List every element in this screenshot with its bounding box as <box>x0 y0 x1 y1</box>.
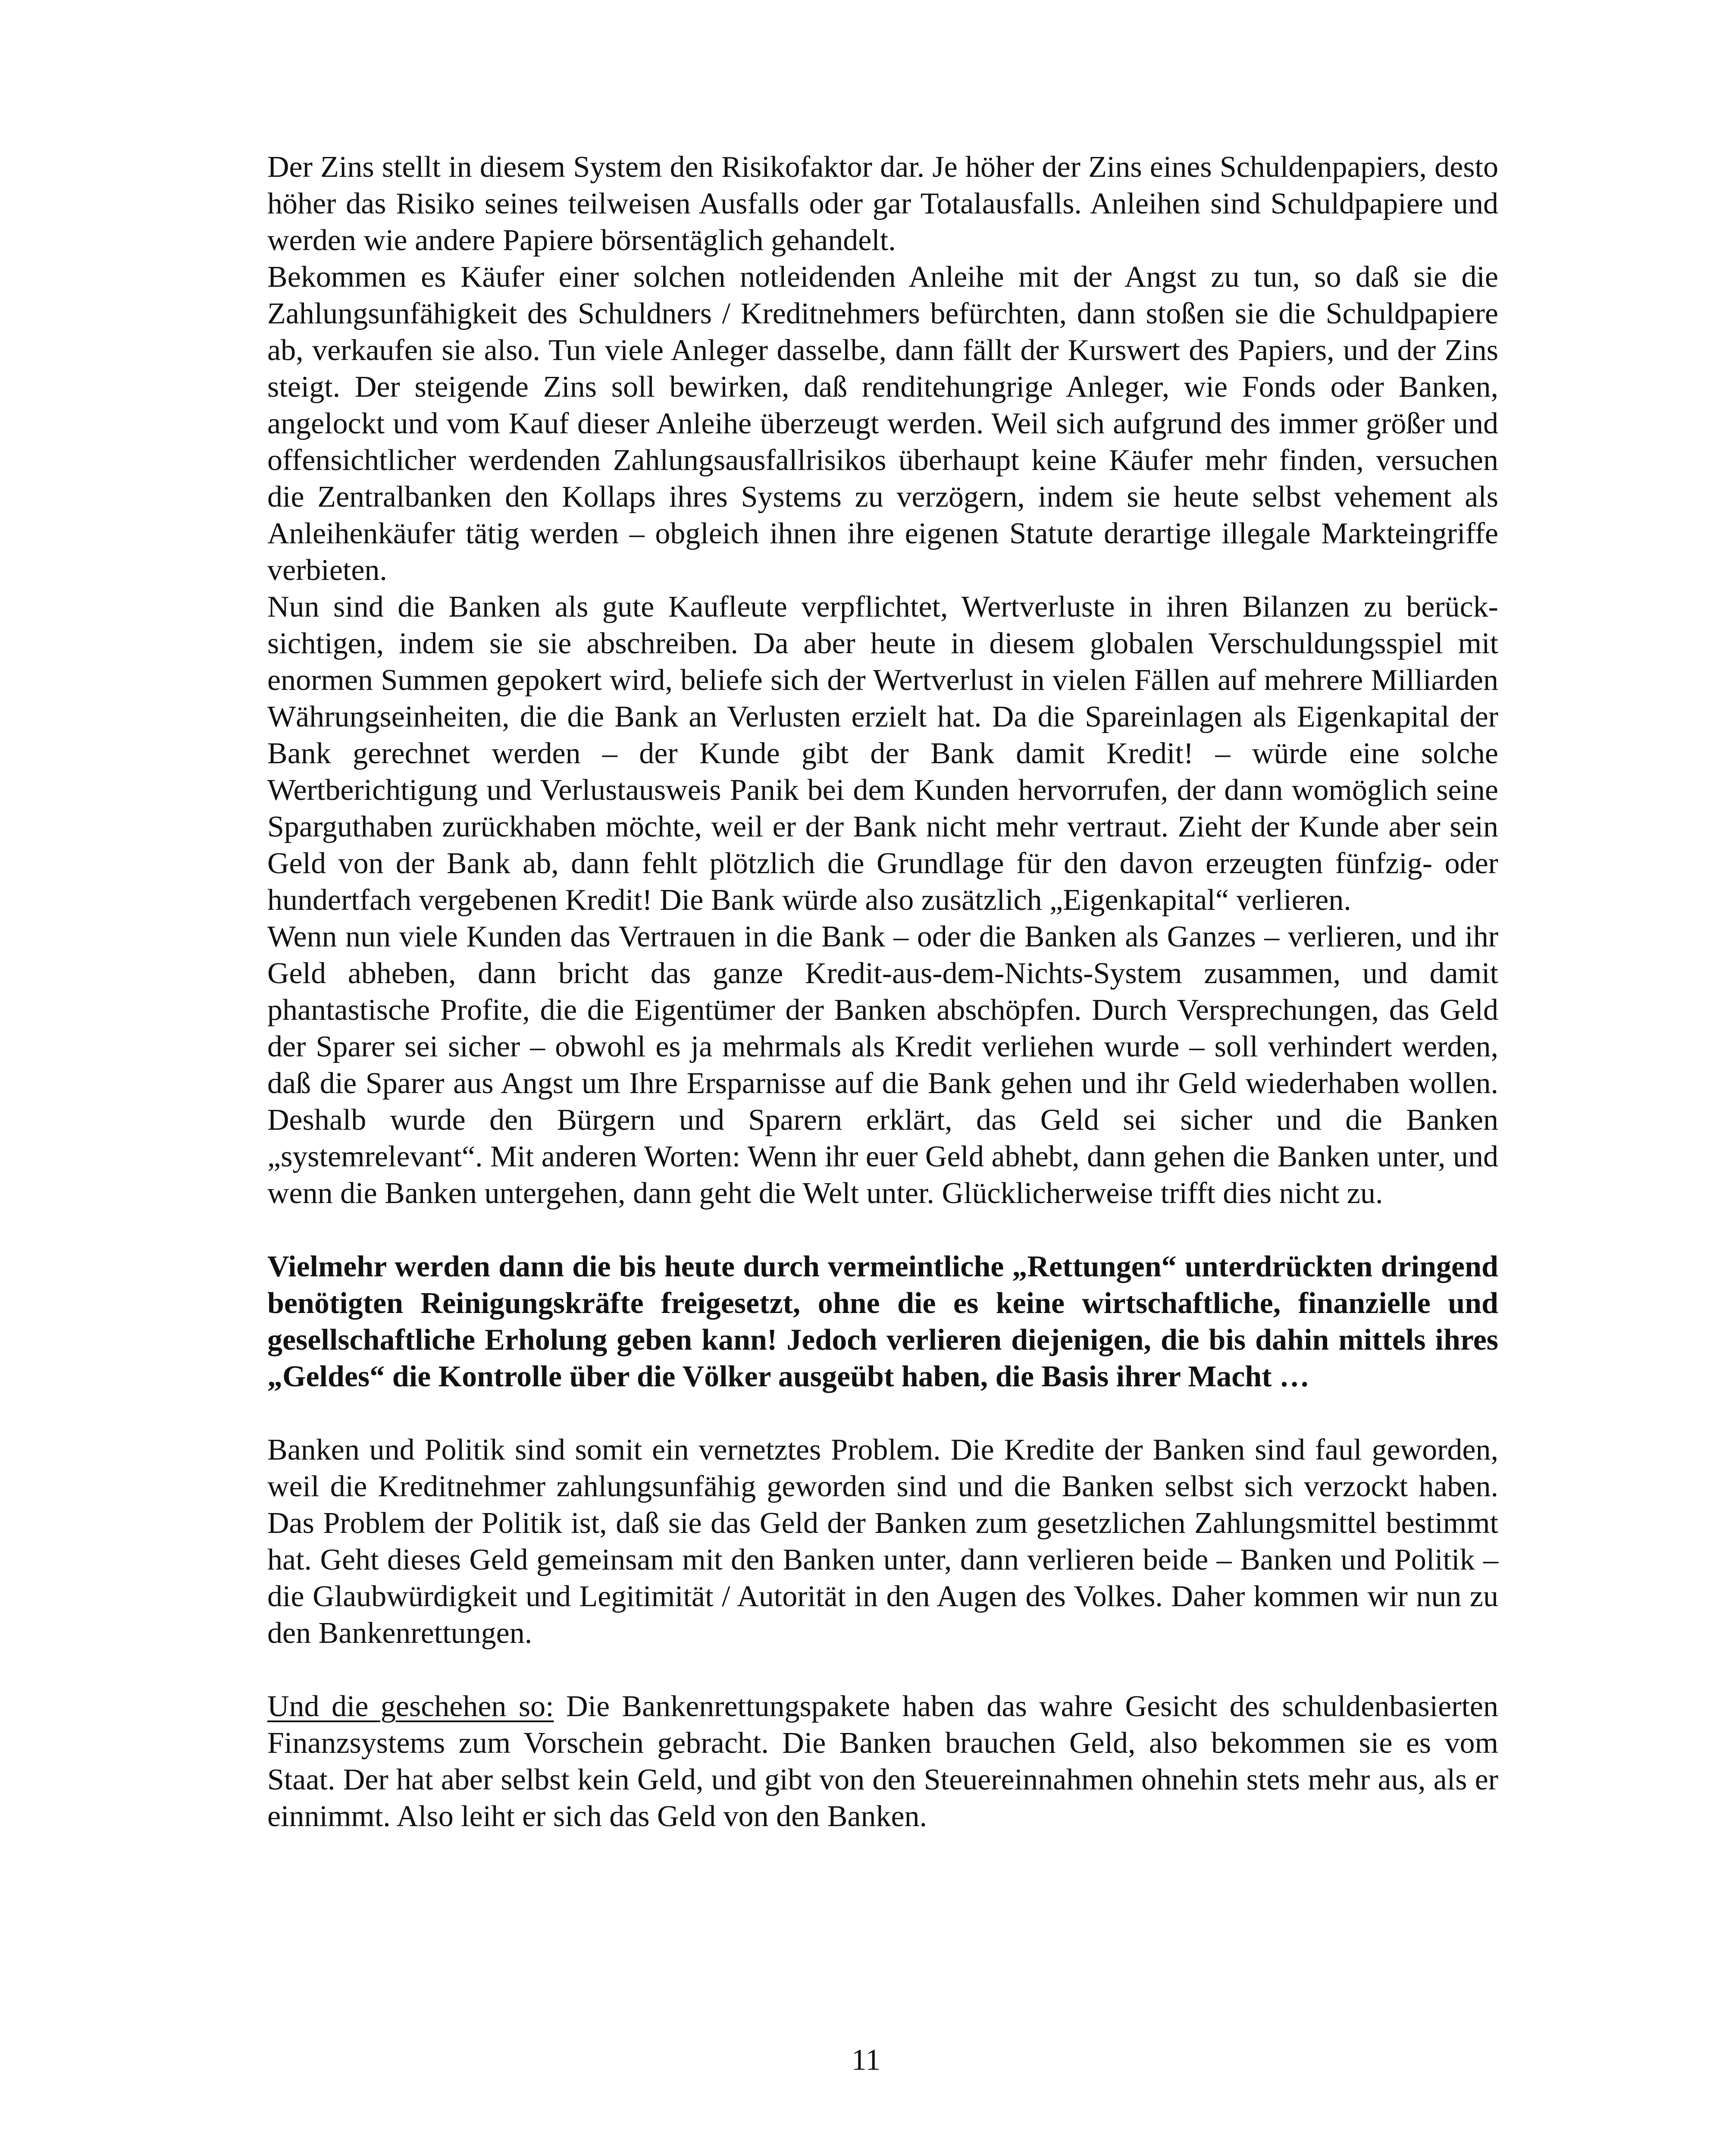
paragraph-spacer <box>267 1395 1498 1432</box>
underlined-lead-in: Und die geschehen so: <box>267 1690 554 1723</box>
paragraph-spacer <box>267 1212 1498 1248</box>
page-body <box>267 149 1498 1835</box>
paragraph-interest-risk: Der Zins stellt in diesem System den Risikofaktor dar. Je höher der Zins eines Schuldenpapiers, desto höher das Risiko seines teilweisen Ausfalls oder gar Totalausfalls. Anleihen sind Schuldpapiere und werden wie andere Papiere börsentäglich gehandelt. <box>267 150 1498 257</box>
paragraph-bank-run: Wenn nun viele Kunden das Vertrauen in die Bank – oder die Banken als Ganzes – verlieren, und ihr Geld abheben, dann bricht das ganze Kredit-aus-dem-Nichts-System zusammen, und damit phantastische Profite, die die Eigentümer der Banken abschöpfen. Durch Versprechungen, das Geld der Sparer sei sicher – obwohl es ja mehrmals als Kredit verliehen wurde – soll verhindert werden, daß die Sparer aus Angst um Ihre Ersparnisse auf die Bank gehen und ihr Geld wiederhaben wollen. Deshalb wurde den Bürgern und Sparern erklärt, das Geld sei sicher und die Banken „systemrelevant“. Mit anderen Worten: Wenn ihr euer Geld abhebt, dann gehen die Banken unter, und wenn die Banken untergehen, dann geht die Welt unter. Glücklicherweise trifft dies nicht zu. <box>267 920 1498 1210</box>
page-number: 11 <box>851 2043 881 2077</box>
paragraph-bank-rescues-text: Die Bankenrettungspakete haben das wahre Gesicht des schuldenbasierten Finanzsystems zum Vorschein gebracht. Die Banken brauchen Geld, also bekommen sie es vom Staat. Der hat aber selbst kein Geld, und gibt von den Steuereinnahmen ohnehin stets mehr aus, als er einnimmt. Also leiht er sich das Geld von den Banken. <box>267 1690 1498 1833</box>
paragraph-bank-rescues <box>267 1688 1498 1835</box>
paragraph-bank-writedowns: Nun sind die Banken als gute Kaufleute verpflichtet, Wertverluste in ihren Bilanzen zu berück-sichtigen, indem sie sie abschreiben. Da aber heute in diesem globalen Verschuldungsspiel mit enormen Summen gepokert wird, beliefe sich der Wertverlust in vielen Fällen auf mehrere Milliarden Währungseinheiten, die die Bank an Verlusten erzielt hat. Da die Spareinlagen als Eigenkapital der Bank gerechnet werden – der Kunde gibt der Bank damit Kredit! – würde eine solche Wertberichtigung und Verlustausweis Panik bei dem Kunden hervorrufen, der dann womöglich seine Sparguthaben zurückhaben möchte, weil er der Bank nicht mehr vertraut. Zieht der Kunde aber sein Geld von der Bank ab, dann fehlt plötzlich die Grundlage für den davon erzeugten fünfzig- oder hundertfach vergebenen Kredit! Die Bank würde also zusätzlich „Eigenkapital“ verlieren. <box>267 590 1498 917</box>
paragraph-bold-emphasis: Vielmehr werden dann die bis heute durch vermeintliche „Rettungen“ unterdrückten dringend benötigten Reinigungskräfte freigesetzt, ohne die es keine wirtschaftliche, finanzielle und gesellschaftliche Erholung geben kann! Jedoch verlieren diejenigen, die bis dahin mittels ihres „Geldes“ die Kontrolle über die Völker ausgeübt haben, die Basis ihrer Macht … <box>267 1250 1498 1393</box>
paragraph-banks-politics: Banken und Politik sind somit ein vernetztes Problem. Die Kredite der Banken sind faul geworden, weil die Kreditnehmer zahlungsunfähig geworden sind und die Banken selbst sich verzockt haben. Das Problem der Politik ist, daß sie das Geld der Banken zum gesetzlichen Zahlungsmittel bestimmt hat. Geht dieses Geld gemeinsam mit den Banken unter, dann verlieren beide – Banken und Politik – die Glaubwürdigkeit und Legitimität / Autorität in den Augen des Volkes. Daher kommen wir nun zu den Bankenrettungen. <box>267 1433 1498 1650</box>
paragraph-spacer <box>267 1651 1498 1688</box>
paragraph-bond-buyers: Bekommen es Käufer einer solchen notleidenden Anleihe mit der Angst zu tun, so daß sie die Zahlungsunfähigkeit des Schuldners / Kreditnehmers befürchten, dann stoßen sie die Schuldpapiere ab, verkaufen sie also. Tun viele Anleger dasselbe, dann fällt der Kurswert des Papiers, und der Zins steigt. Der steigende Zins soll bewirken, daß renditehungrige Anleger, wie Fonds oder Banken, angelockt und vom Kauf dieser Anleihe überzeugt werden. Weil sich aufgrund des immer größer und offensichtlicher werdenden Zahlungsausfallrisikos überhaupt keine Käufer mehr finden, versuchen die Zentralbanken den Kollaps ihres Systems zu verzögern, indem sie heute selbst vehement als Anleihenkäufer tätig werden – obgleich ihnen ihre eigenen Statute derartige illegale Markteingriffe verbieten. <box>267 260 1498 587</box>
